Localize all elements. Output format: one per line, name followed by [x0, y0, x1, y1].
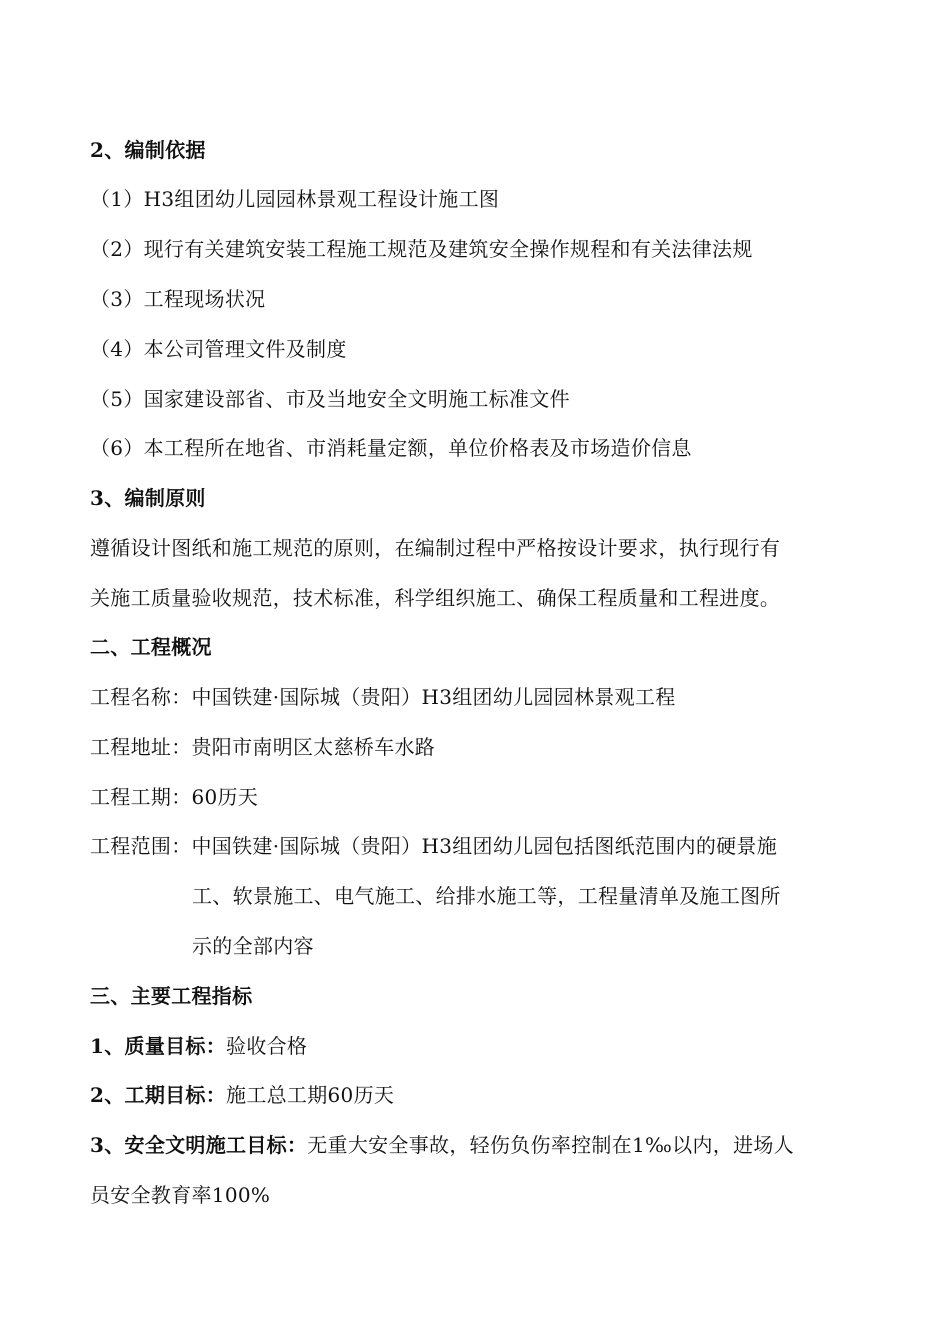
basis-item-6: （6）本工程所在地省、市消耗量定额，单位价格表及市场造价信息 [90, 436, 692, 460]
target-quality [90, 1032, 307, 1060]
project-address: 工程地址：贵阳市南明区太慈桥车水路 [90, 735, 436, 759]
project-scope-line-1: 工程范围：中国铁建·国际城（贵阳）H3组团幼儿园包括图纸范围内的硬景施 [90, 834, 778, 858]
target-safety-cont: 员安全教育率100% [90, 1183, 271, 1207]
basis-item-5: （5）国家建设部省、市及当地安全文明施工标准文件 [90, 387, 570, 411]
heading-principle: 3、编制原则 [90, 486, 206, 510]
basis-item-3: （3）工程现场状况 [90, 287, 266, 311]
target-schedule-label: 2、工期目标： [90, 1083, 227, 1107]
principle-line-1: 遵循设计图纸和施工规范的原则，在编制过程中严格按设计要求，执行现行有 [90, 536, 781, 560]
principle-line-2: 关施工质量验收规范，技术标准，科学组织施工、确保工程质量和工程进度。 [90, 586, 781, 610]
project-period: 工程工期：60历天 [90, 785, 259, 809]
project-name: 工程名称：中国铁建·国际城（贵阳）H3组团幼儿园园林景观工程 [90, 685, 676, 709]
project-scope-line-2: 工、软景施工、电气施工、给排水施工等，工程量清单及施工图所 [192, 884, 781, 908]
target-schedule [90, 1081, 394, 1109]
basis-item-4: （4）本公司管理文件及制度 [90, 337, 347, 361]
target-safety-value: 无重大安全事故，轻伤负伤率控制在1‰以内，进场人 [307, 1133, 794, 1157]
basis-item-2: （2）现行有关建筑安装工程施工规范及建筑安全操作规程和有关法律法规 [90, 237, 753, 261]
project-scope-line-3: 示的全部内容 [192, 934, 314, 958]
target-schedule-value: 施工总工期60历天 [226, 1083, 395, 1107]
heading-overview: 二、工程概况 [90, 635, 212, 659]
target-quality-value: 验收合格 [226, 1034, 308, 1058]
heading-basis: 2、编制依据 [90, 138, 206, 162]
target-quality-label: 1、质量目标： [90, 1034, 227, 1058]
target-safety [90, 1131, 794, 1159]
heading-targets: 三、主要工程指标 [90, 984, 253, 1008]
target-safety-label: 3、安全文明施工目标： [90, 1133, 308, 1157]
basis-item-1: （1）H3组团幼儿园园林景观工程设计施工图 [90, 187, 500, 211]
